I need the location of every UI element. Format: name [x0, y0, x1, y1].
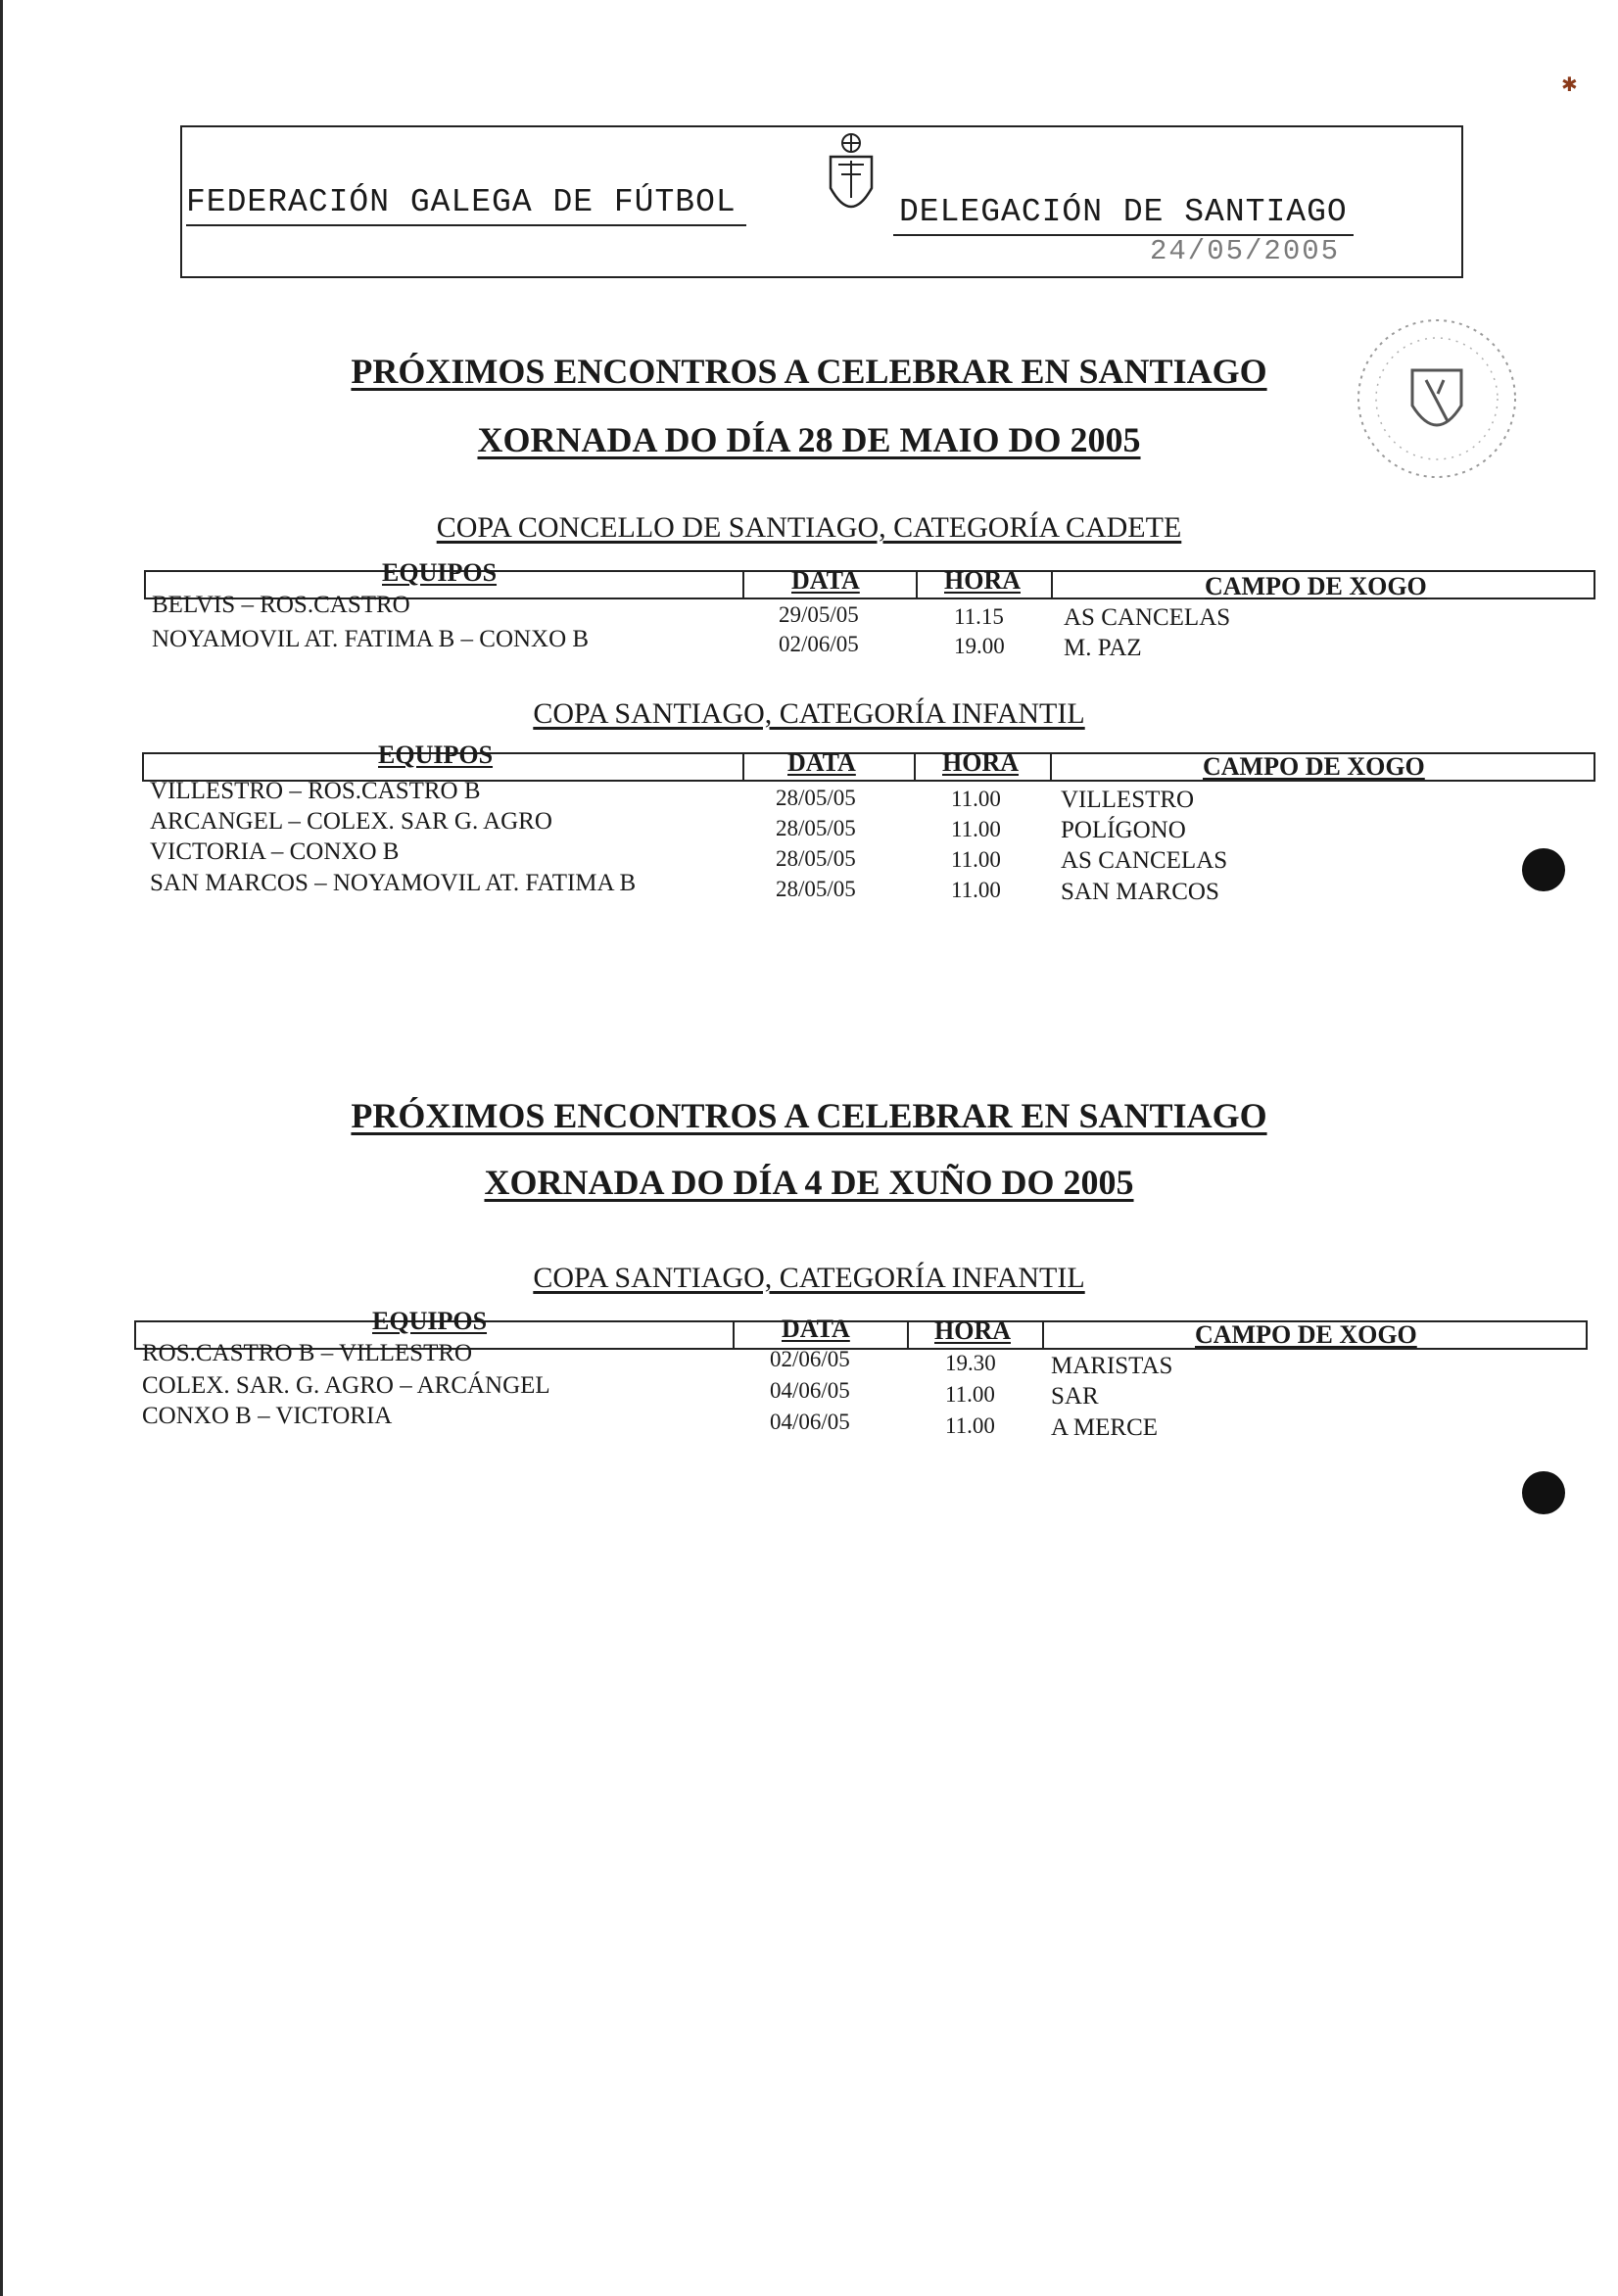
column-header-data: DATA [782, 1315, 850, 1343]
table-2-row-1-data: 28/05/05 [776, 786, 856, 810]
table-2-row-2-data: 28/05/05 [776, 816, 856, 840]
table-3-col-divider [907, 1320, 909, 1350]
column-header-hora: HORA [944, 566, 1021, 595]
table-1-row-2-equipos: NOYAMOVIL AT. FATIMA B – CONXO B [152, 626, 590, 652]
table-1-col-divider [1051, 570, 1053, 599]
delegation-name: DELEGACIÓN DE SANTIAGO [893, 194, 1354, 236]
table-1-row-2-hora: 19.00 [954, 634, 1005, 658]
punch-hole [1522, 1471, 1565, 1514]
table-1-col-divider [916, 570, 918, 599]
column-header-data: DATA [791, 566, 860, 595]
section-2-title: PRÓXIMOS ENCONTROS A CELEBRAR EN SANTIAGO [351, 1096, 1267, 1135]
column-header-equipos: EQUIPOS [372, 1307, 488, 1335]
column-header-hora: HORA [942, 748, 1019, 777]
table-3-row-3-hora: 11.00 [945, 1413, 995, 1438]
table-2-row-3-campo: AS CANCELAS [1061, 847, 1228, 874]
table-1-row-1-equipos: BELVIS – ROS.CASTRO [152, 592, 410, 618]
column-header-hora: HORA [934, 1316, 1011, 1345]
table-1-col-divider [742, 570, 744, 599]
section-2-subtitle: XORNADA DO DÍA 4 DE XUÑO DO 2005 [484, 1163, 1134, 1202]
table-3-row-2-campo: SAR [1051, 1383, 1099, 1410]
column-header-campo: CAMPO DE XOGO [1203, 752, 1425, 781]
table-1-row-1-campo: AS CANCELAS [1064, 604, 1231, 631]
federation-crest-icon [825, 127, 878, 225]
scan-edge-line [0, 0, 3, 2296]
column-header-campo: CAMPO DE XOGO [1205, 572, 1427, 600]
table-2-row-4-hora: 11.00 [951, 878, 1001, 902]
table-2-row-2-campo: POLÍGONO [1061, 817, 1186, 843]
section-1-title: PRÓXIMOS ENCONTROS A CELEBRAR EN SANTIAGO [351, 352, 1267, 391]
table-3-row-3-equipos: CONXO B – VICTORIA [142, 1403, 393, 1429]
table-2-row-1-hora: 11.00 [951, 787, 1001, 811]
table-3-row-1-equipos: ROS.CASTRO B – VILLESTRO [142, 1340, 473, 1366]
table-3-row-1-hora: 19.30 [945, 1351, 996, 1375]
table-3-row-1-data: 02/06/05 [770, 1347, 850, 1371]
table-3-row-2-data: 04/06/05 [770, 1378, 850, 1403]
competition-1-title: COPA CONCELLO DE SANTIAGO, CATEGORÍA CADETE [436, 511, 1182, 544]
federation-name: FEDERACIÓN GALEGA DE FÚTBOL [186, 184, 746, 226]
table-2-row-2-hora: 11.00 [951, 817, 1001, 841]
table-3-row-3-data: 04/06/05 [770, 1410, 850, 1434]
table-2-col-divider [742, 752, 744, 782]
table-1-row-1-data: 29/05/05 [779, 602, 859, 627]
table-2-row-4-data: 28/05/05 [776, 877, 856, 901]
header-date: 24/05/2005 [1150, 235, 1341, 267]
punch-hole [1522, 848, 1565, 891]
table-1-row-1-hora: 11.15 [954, 604, 1004, 629]
column-header-campo: CAMPO DE XOGO [1195, 1320, 1417, 1349]
table-2-row-4-equipos: SAN MARCOS – NOYAMOVIL AT. FATIMA B [150, 870, 637, 896]
table-3-col-divider [1042, 1320, 1044, 1350]
table-2-col-divider [914, 752, 916, 782]
table-3-row-3-campo: A MERCE [1051, 1414, 1159, 1441]
column-header-data: DATA [787, 748, 856, 777]
table-2-row-3-hora: 11.00 [951, 847, 1001, 872]
competition-3-title: COPA SANTIAGO, CATEGORÍA INFANTIL [533, 1262, 1085, 1294]
table-2-row-3-equipos: VICTORIA – CONXO B [150, 838, 400, 865]
table-2-row-3-data: 28/05/05 [776, 846, 856, 871]
scan-speck: ✱ [1561, 74, 1578, 96]
column-header-equipos: EQUIPOS [378, 741, 494, 769]
table-3-row-1-campo: MARISTAS [1051, 1353, 1173, 1379]
table-2-row-1-equipos: VILLESTRO – ROS.CASTRO B [150, 778, 481, 804]
table-3-col-divider [733, 1320, 735, 1350]
table-3-row-2-equipos: COLEX. SAR. G. AGRO – ARCÁNGEL [142, 1372, 550, 1399]
table-1-row-2-data: 02/06/05 [779, 632, 859, 656]
table-2-row-1-campo: VILLESTRO [1061, 787, 1195, 813]
table-2-row-4-campo: SAN MARCOS [1061, 879, 1219, 905]
table-2-row-2-equipos: ARCANGEL – COLEX. SAR G. AGRO [150, 808, 552, 835]
table-3-row-2-hora: 11.00 [945, 1382, 995, 1407]
competition-2-title: COPA SANTIAGO, CATEGORÍA INFANTIL [533, 697, 1085, 730]
section-1-subtitle: XORNADA DO DÍA 28 DE MAIO DO 2005 [477, 420, 1141, 459]
column-header-equipos: EQUIPOS [382, 558, 498, 587]
table-1-row-2-campo: M. PAZ [1064, 635, 1142, 661]
table-2-col-divider [1050, 752, 1052, 782]
